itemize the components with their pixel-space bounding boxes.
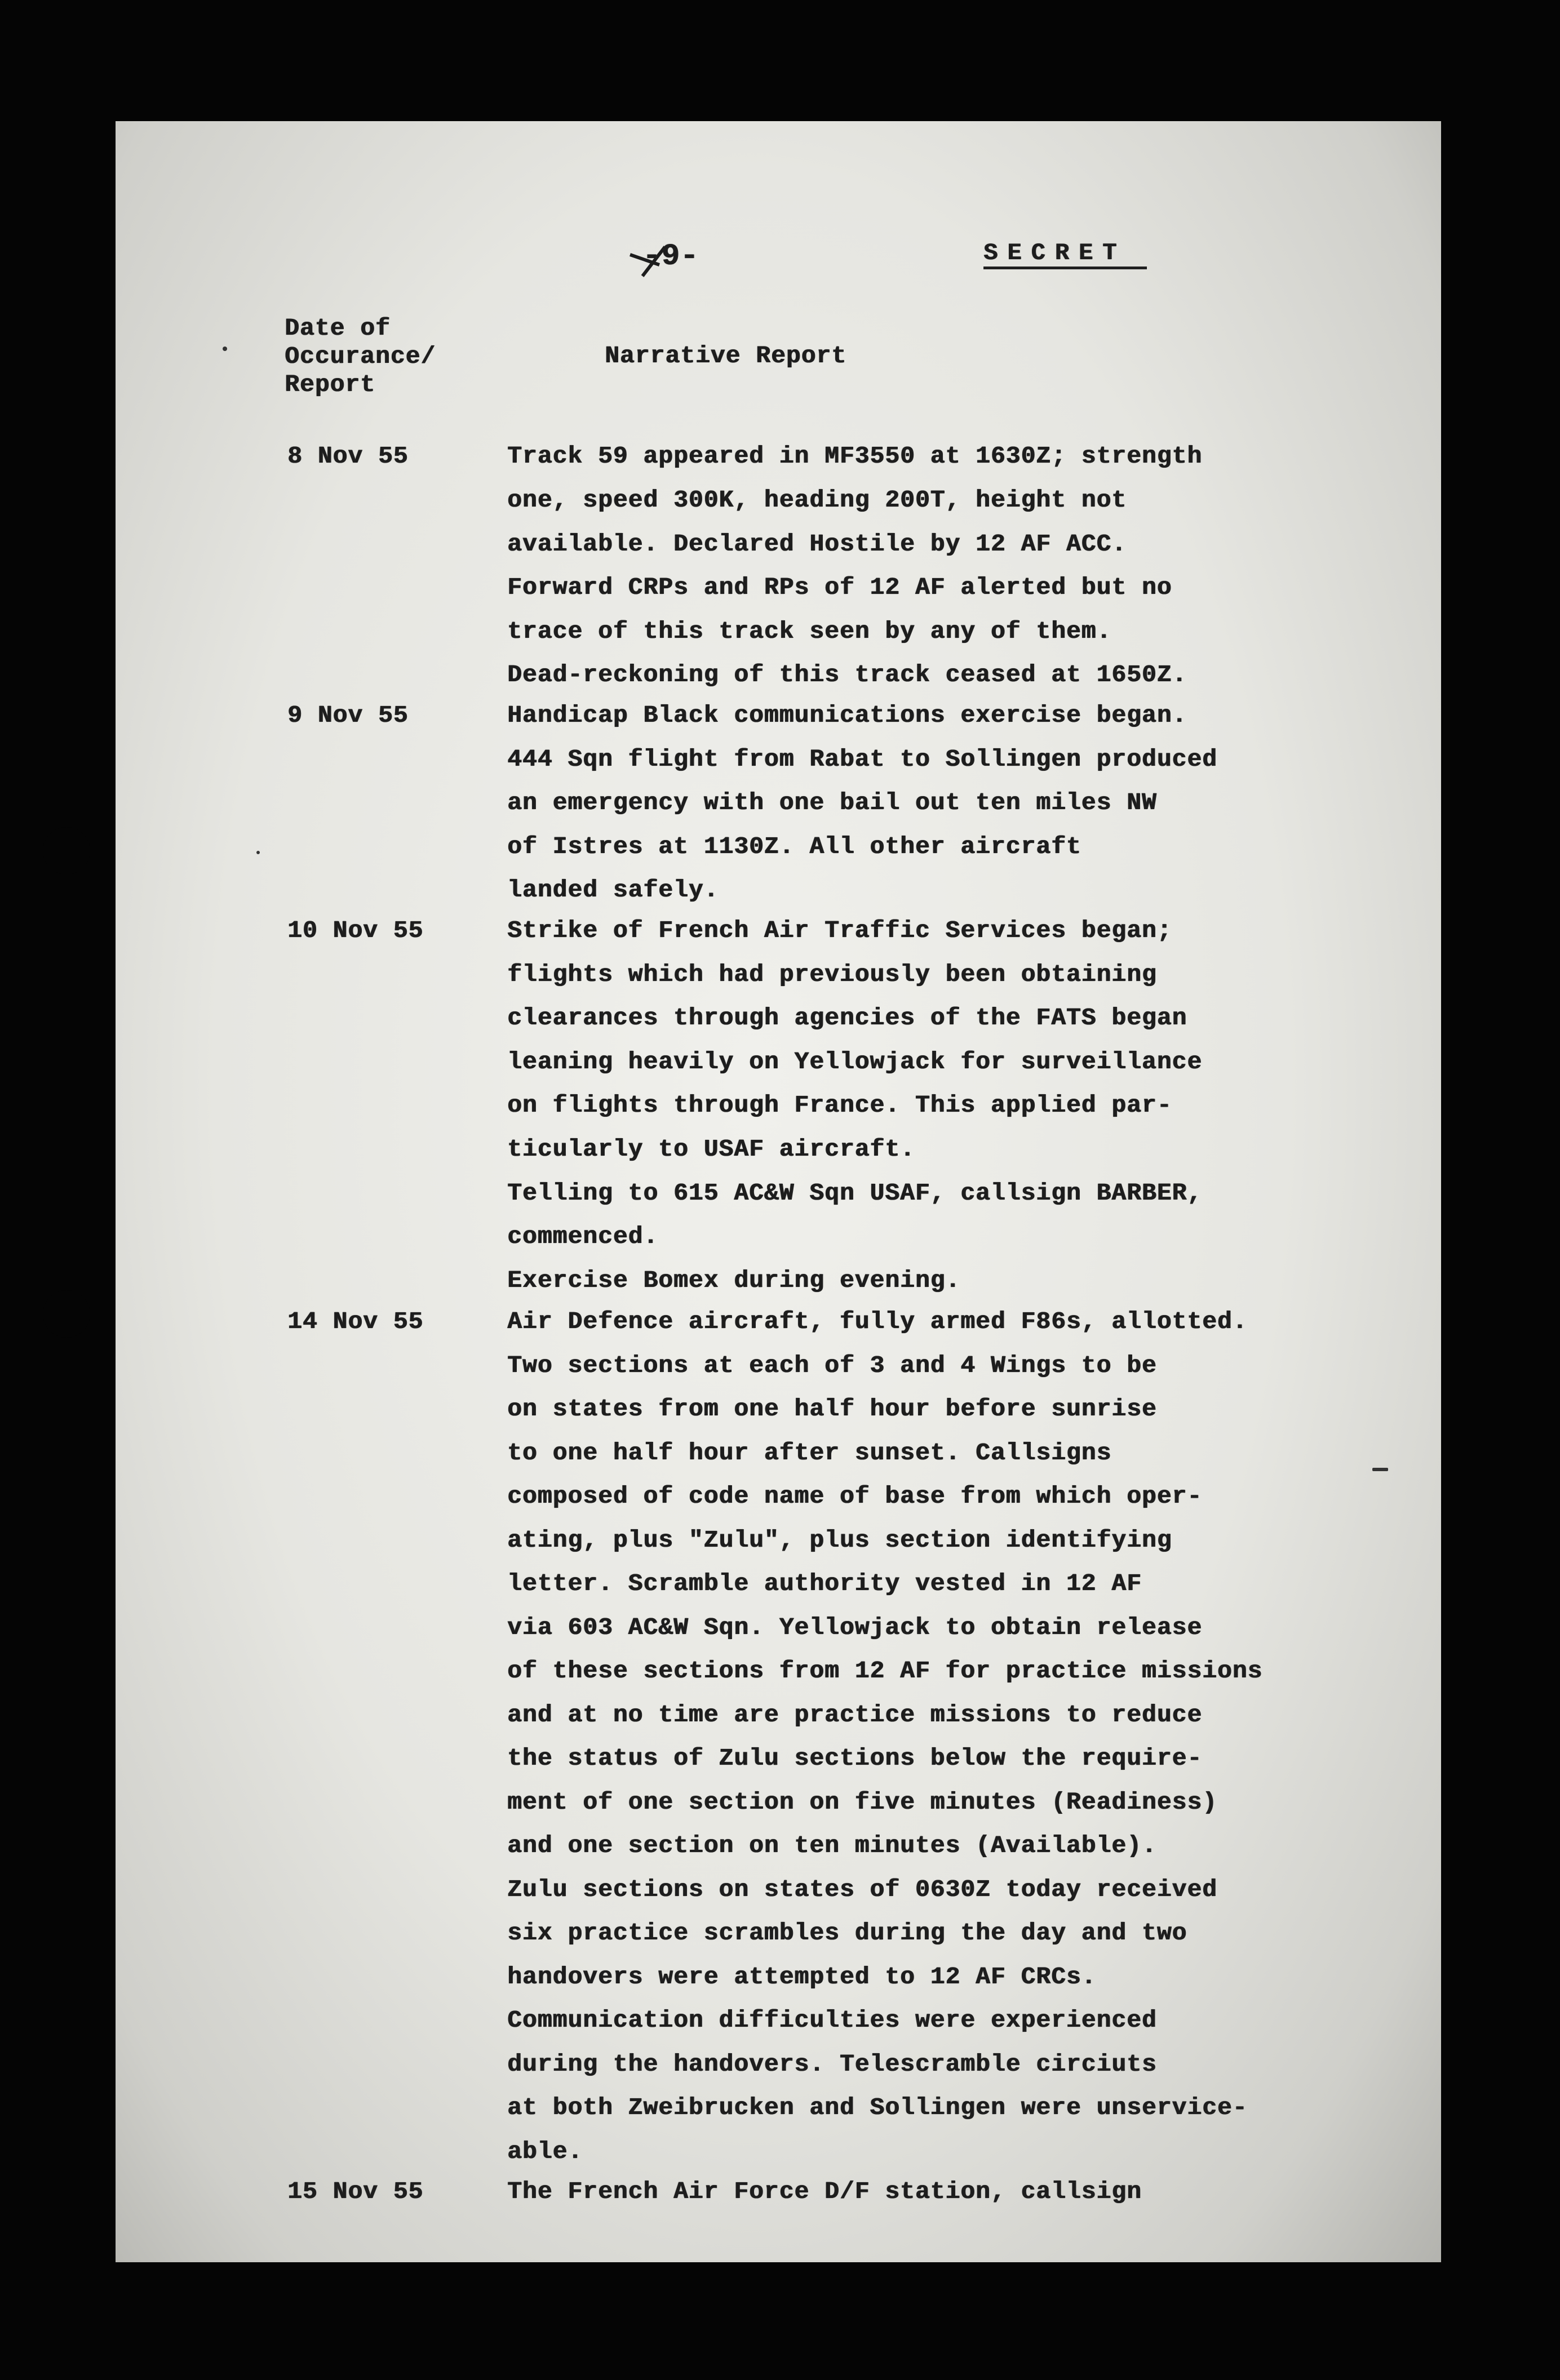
narrative-line: via 603 AC&W Sqn. Yellowjack to obtain release: [507, 1614, 1202, 1641]
narrative-line: available. Declared Hostile by 12 AF ACC.: [507, 530, 1127, 558]
narrative-line: clearances through agencies of the FATS began: [507, 1004, 1187, 1032]
entry-date: 9 Nov 55: [287, 701, 409, 729]
narrative-line: ment of one section on five minutes (Readiness): [507, 1788, 1217, 1816]
narrative-line: the status of Zulu sections below the require-: [507, 1744, 1202, 1772]
narrative-line: of these sections from 12 AF for practice missions: [507, 1657, 1263, 1685]
narrative-column-header: Narrative Report: [605, 342, 847, 370]
narrative-line: during the handovers. Telescramble circiuts: [507, 2050, 1157, 2078]
narrative-line: one, speed 300K, heading 200T, height not: [507, 486, 1127, 514]
narrative-line: six practice scrambles during the day and two: [507, 1919, 1187, 1947]
narrative-line: and one section on ten minutes (Available).: [507, 1832, 1157, 1859]
narrative-line: Exercise Bomex during evening.: [507, 1267, 961, 1294]
punch-hole: [43, 1290, 90, 1338]
narrative-line: of Istres at 1130Z. All other aircraft: [507, 833, 1082, 860]
entry-date: 15 Nov 55: [287, 2178, 424, 2205]
narrative-line: Track 59 appeared in MF3550 at 1630Z; strength: [507, 442, 1202, 470]
classification-marking: SECRET: [983, 239, 1127, 267]
paper-speck: [256, 851, 260, 854]
entry-date: 10 Nov 55: [287, 917, 424, 944]
classification-underline: [983, 267, 1147, 269]
narrative-line: Communication difficulties were experienced: [507, 2006, 1157, 2034]
punch-hole: [43, 827, 90, 874]
narrative-line: Zulu sections on states of 0630Z today received: [507, 1876, 1217, 1903]
entry-date: 8 Nov 55: [287, 442, 409, 470]
narrative-line: an emergency with one bail out ten miles NW: [507, 789, 1157, 816]
page-number: -9-: [642, 239, 699, 274]
narrative-line: Forward CRPs and RPs of 12 AF alerted but no: [507, 574, 1172, 601]
narrative-line: letter. Scramble authority vested in 12 AF: [507, 1570, 1142, 1597]
narrative-line: trace of this track seen by any of them.: [507, 618, 1112, 645]
narrative-line: flights which had previously been obtaining: [507, 961, 1157, 988]
narrative-line: ticularly to USAF aircraft.: [507, 1135, 915, 1163]
paper-speck: [223, 347, 227, 351]
narrative-line: leaning heavily on Yellowjack for surveillance: [507, 1048, 1202, 1076]
narrative-line: able.: [507, 2138, 583, 2165]
narrative-line: commenced.: [507, 1223, 659, 1250]
narrative-line: landed safely.: [507, 876, 719, 904]
narrative-line: at both Zweibrucken and Sollingen were unservice-: [507, 2094, 1248, 2121]
narrative-line: Handicap Black communications exercise began.: [507, 701, 1187, 729]
narrative-line: handovers were attempted to 12 AF CRCs.: [507, 1963, 1097, 1991]
narrative-line: and at no time are practice missions to reduce: [507, 1701, 1202, 1729]
narrative-line: to one half hour after sunset. Callsigns: [507, 1439, 1112, 1467]
document-page: [116, 121, 1441, 2262]
narrative-line: 444 Sqn flight from Rabat to Sollingen produced: [507, 745, 1217, 773]
narrative-line: Strike of French Air Traffic Services began;: [507, 917, 1172, 944]
narrative-line: on flights through France. This applied par-: [507, 1091, 1172, 1119]
narrative-line: Two sections at each of 3 and 4 Wings to be: [507, 1352, 1157, 1379]
narrative-line: ating, plus "Zulu", plus section identifying: [507, 1526, 1172, 1554]
narrative-line: Telling to 615 AC&W Sqn USAF, callsign BARBER,: [507, 1179, 1202, 1207]
narrative-line: on states from one half hour before sunrise: [507, 1395, 1157, 1423]
narrative-line: Air Defence aircraft, fully armed F86s, allotted.: [507, 1308, 1248, 1335]
narrative-line: The French Air Force D/F station, callsign: [507, 2178, 1142, 2205]
entry-date: 14 Nov 55: [287, 1308, 424, 1335]
date-column-header: Date of Occurance/ Report: [285, 314, 436, 398]
narrative-line: composed of code name of base from which oper-: [507, 1482, 1202, 1510]
narrative-line: Dead-reckoning of this track ceased at 1650Z.: [507, 661, 1187, 689]
paper-speck: [1372, 1468, 1388, 1471]
